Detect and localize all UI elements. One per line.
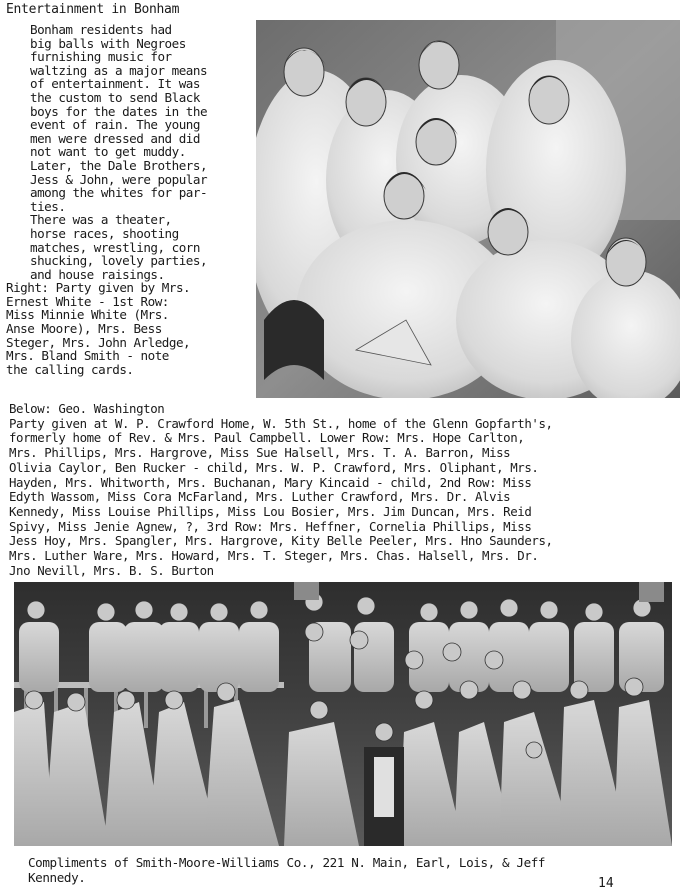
text-line: Edyth Wassom, Miss Cora McFarland, Mrs. Luther Crawford, Mrs. Dr. Alvis xyxy=(9,489,511,505)
party-photo-bottom xyxy=(14,582,672,846)
caption-right xyxy=(6,281,246,376)
text-line: men were dressed and did xyxy=(30,130,200,146)
text-line: Kennedy. xyxy=(28,869,86,885)
text-line: Bonham residents had xyxy=(30,22,172,37)
text-line: the calling cards. xyxy=(6,361,134,377)
text-line: of entertainment. It was xyxy=(30,76,200,92)
text-line: Anse Moore), Mrs. Bess xyxy=(6,321,162,337)
intro-paragraph-1 xyxy=(6,23,246,213)
text-line: Kennedy, Miss Louise Phillips, Miss Lou Bosier, Mrs. Jim Duncan, Mrs. Reid xyxy=(9,503,532,519)
text-line: Mrs. Luther Ware, Mrs. Howard, Mrs. T. Steger, Mrs. Chas. Halsell, Mrs. Dr. xyxy=(9,548,539,564)
text-line: Miss Minnie White (Mrs. xyxy=(6,307,169,323)
text-line: the custom to send Black xyxy=(30,89,200,105)
text-line: Later, the Dale Brothers, xyxy=(30,157,208,173)
party-photo-bottom-image xyxy=(14,582,672,846)
text-line: waltzing as a major means xyxy=(30,62,208,78)
text-line: shucking, lovely parties, xyxy=(30,253,208,269)
text-line: formerly home of Rev. & Mrs. Paul Campbell. Lower Row: Mrs. Hope Carlton, xyxy=(9,430,525,446)
text-line: event of rain. The young xyxy=(30,117,200,133)
intro-paragraph-2 xyxy=(6,213,246,281)
text-line: Mrs. Bland Smith - note xyxy=(6,348,169,364)
caption-below xyxy=(9,402,679,578)
text-line: Spivy, Miss Jenie Agnew, ?, 3rd Row: Mrs. Heffner, Cornelia Phillips, Miss xyxy=(9,518,532,534)
text-line: Jno Nevill, Mrs. B. S. Burton xyxy=(9,562,214,578)
text-line: furnishing music for xyxy=(30,49,172,65)
text-line: ties. xyxy=(30,198,66,214)
page-number: 14 xyxy=(598,876,614,891)
article-heading: Entertainment in Bonham xyxy=(6,2,180,17)
footer-credit xyxy=(28,856,648,885)
text-line: horse races, shooting xyxy=(30,225,179,241)
text-line: Party given at W. P. Crawford Home, W. 5th St., home of the Glenn Gopfarth's, xyxy=(9,415,553,431)
text-line: Steger, Mrs. John Arledge, xyxy=(6,334,191,350)
text-line: and house raisings. xyxy=(30,266,165,282)
text-line: Below: Geo. Washington xyxy=(9,401,165,416)
text-line: Hayden, Mrs. Whitworth, Mrs. Buchanan, Mary Kincaid - child, 2nd Row: Miss xyxy=(9,474,532,490)
text-line: Jess Hoy, Mrs. Spangler, Mrs. Hargrove, Kity Belle Peeler, Mrs. Hno Saunders, xyxy=(9,533,553,549)
text-line: among the whites for par- xyxy=(30,185,208,201)
text-line: big balls with Negroes xyxy=(30,35,186,51)
text-line: There was a theater, xyxy=(30,212,172,228)
text-line: not want to get muddy. xyxy=(30,144,186,160)
party-photo-top-image xyxy=(256,20,680,398)
text-line: boys for the dates in the xyxy=(30,103,208,119)
text-line: Compliments of Smith-Moore-Williams Co., 221 N. Main, Earl, Lois, & Jeff xyxy=(28,855,546,870)
text-line: Mrs. Phillips, Mrs. Hargrove, Miss Sue Halsell, Mrs. T. A. Barron, Miss xyxy=(9,445,511,461)
intro-column xyxy=(6,23,246,376)
text-line: Jess & John, were popular xyxy=(30,171,208,187)
text-line: matches, wrestling, corn xyxy=(30,239,200,255)
text-line: Right: Party given by Mrs. xyxy=(6,280,191,296)
text-line: Olivia Caylor, Ben Rucker - child, Mrs. W. P. Crawford, Mrs. Oliphant, Mrs. xyxy=(9,459,539,475)
party-photo-top xyxy=(256,20,680,398)
text-line: Ernest White - 1st Row: xyxy=(6,293,169,309)
